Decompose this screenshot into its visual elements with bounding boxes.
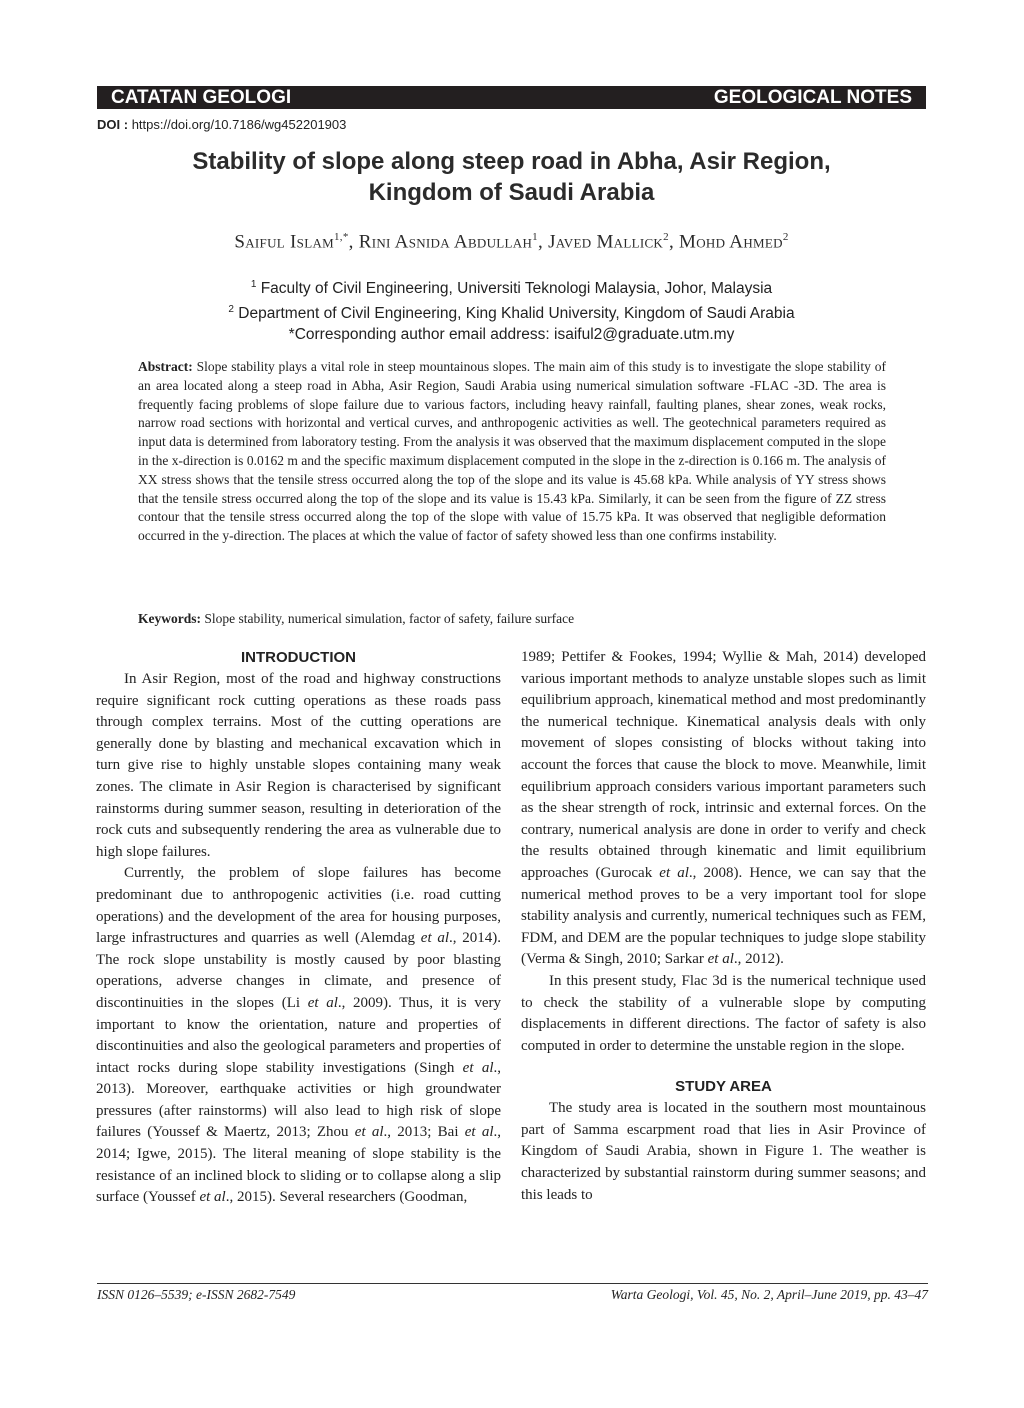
affiliations [97,274,926,345]
header-right-label: GEOLOGICAL NOTES [713,87,912,108]
author-list: Saiful Islam$^{1,*}$, Rini Asnida Abdullah$^1$, Javed Mallick$^2$, Mohd Ahmed$^2$ [234,231,789,253]
affiliation-text: Department of Civil Engineering, King Khalid University, Kingdom of Saudi Arabia [238,305,795,323]
keywords-text: Slope stability, numerical simulation, factor of safety, failure surface [204,611,575,626]
author-name: Saiful Islam [234,231,334,253]
affiliation-sup: 2 [228,304,234,316]
corresponding-author: *Corresponding author email address: isaiful2@graduate.utm.my [288,326,735,344]
keywords [138,610,886,628]
author-affil-sup: 2 [663,231,669,243]
study-area-heading: STUDY AREA [675,1078,772,1096]
keywords-label: Keywords: [138,611,201,626]
paper-title [97,146,926,208]
affiliation-sup: 1 [250,279,257,290]
doi-label: DOI : [97,117,129,132]
title-line-2: Kingdom of Saudi Arabia [368,179,655,206]
author-name: Javed Mallick [548,231,664,253]
left-column [96,647,501,1209]
title-line-1: Stability of slope along steep road in Abha, Asir Region, [192,148,831,175]
affiliation-2 [97,299,926,324]
author-affil-sup: 1 [532,231,538,243]
doi-line [97,117,346,132]
abstract-label: Abstract: [138,359,193,374]
right-column [521,647,926,1206]
footer-citation: Warta Geologi, Vol. 45, No. 2, April–June 2019, pp. 43–47 [610,1287,928,1302]
abstract-text: Slope stability plays a vital role in steep mountainous slopes. The main aim of this study is to investigate the slope stability of an area located along a steep road in Abha, Asir Region, Saudi Arabia using numerical simulation software -FLAC -3D. The area is frequently facing problems of slope failure due to various factors, including heavy rainfall, faulting planes, shear zones, weak rocks, narrow road sections with horizontal and vertical curves, and anthropogenic activities as well. The geotechnical parameters required as input data is determined from laboratory testing. From the analysis it was observed that the maximum displacement computed in the slope in the x-direction is 0.0162 m and the specific maximum displacement computed in the slope in the z-direction is 0.166 m. The analysis of XX stress shows that the tensile stress occurred along the top of the slope and its value is 45.68 kPa. While analysis of YY stress shows that the tensile stress occurred along the top of the slope and its value is 15.43 kPa. Similarly, it can be seen from the figure of ZZ stress contour that the tensile stress occurred along the top of the slope with value of 15.75 kPa. It was observed that negligible deformation occurred in the y-direction. The places at which the value of factor of safety showed less than one confirms instability. [138,359,886,544]
intro-paragraph-3: In this present study, Flac 3d is the numerical technique used to check the stability of a vulnerable slope by computing displacements in different directions. The factor of safety is also computed in order to determine the unstable region in the slope. [521,972,926,1054]
introduction-heading: INTRODUCTION [241,649,356,666]
footer-issn: ISSN 0126–5539; e-ISSN 2682-7549 [97,1287,296,1302]
author-affil-sup: 2 [782,231,789,243]
study-area-paragraph-1: The study area is located in the southern most mountainous part of Samma escarpment road that lies in Asir Province of Kingdom of Saudi Arabia, shown in Figure 1. The weather is characterized by substantial rainstorm during summer seasons; and this leads to [521,1100,926,1203]
footer-divider [97,1283,928,1284]
intro-paragraph-2: Currently, the problem of slope failures has become predominant due to anthropogenic activities (i.e. road cutting operations) and the development of the area for housing purposes, large infrastructures and quarries as well (Alemdag et al., 2014). The rock slope unstability is mostly caused by poor blasting operations, adverse changes in climate, and presence of discontinuities in the slopes (Li et al., 2009). Thus, it is very important to know the orientation, nature and properties of discontinuities and also the geological parameters and properties of intact rocks during slope stability investigations (Singh et al., 2013). Moreover, earthquake activities or high groundwater pressures (after rainstorms) will also lead to high risk of slope failures (Youssef & Maertz, 2013; Zhou et al., 2013; Bai et al., 2014; Igwe, 2015). The literal meaning of slope stability is the resistance of an inclined block to sliding or to collapse along a slip surface (Youssef et al., 2015). Several researchers (Goodman, [96,865,501,1206]
intro-paragraph-2-continued: 1989; Pettifer & Fookes, 1994; Wyllie & Mah, 2014) developed various important methods to analyze unstable slopes such as limit equilibrium approach, kinematical method and most predominantly the numerical technique. Kinematical analysis deals with only movement of slopes consisting of blocks without taking into account the forces that cause the block to move. Meanwhile, limit equilibrium approach considers various important parameters such as the shear strength of rock, intrinsic and external forces. On the contrary, numerical analysis are done in order to verify and check the results obtained through kinematic and limit equilibrium approaches (Gurocak et al., 2008). Hence, we can say that the numerical method proves to be a very important tool for slope stability analysis and currently, numerical techniques such as FEM, FDM, and DEM are the popular techniques to judge slope stability (Verma & Singh, 2010; Sarkar et al., 2012). [521,649,926,968]
author-name: Rini Asnida Abdullah [358,231,533,253]
affiliation-1 [97,274,926,299]
affiliation-text: Faculty of Civil Engineering, Universiti Teknologi Malaysia, Johor, Malaysia [260,280,773,298]
journal-header-bar [97,86,926,109]
intro-paragraph-1: In Asir Region, most of the road and highway constructions require significant rock cutting operations as these roads pass through complex terrains. Most of the cutting operations are generally done by blasting and mechanical excavation which in turn give rise to highly unstable slopes containing many weak zones. The climate in Asir Region is characterised by significant rainstorms during summer season, resulting in deterioration of the rock cuts and subsequently rendering the area as vulnerable due to high slope failures. [96,671,501,860]
abstract [138,358,886,546]
doi-link[interactable]: https://doi.org/10.7186/wg452201903 [131,117,347,132]
author-affil-sup: 1,* [334,231,349,243]
author-name: Mohd Ahmed [679,231,783,253]
header-left-label: CATATAN GEOLOGI [111,87,292,108]
